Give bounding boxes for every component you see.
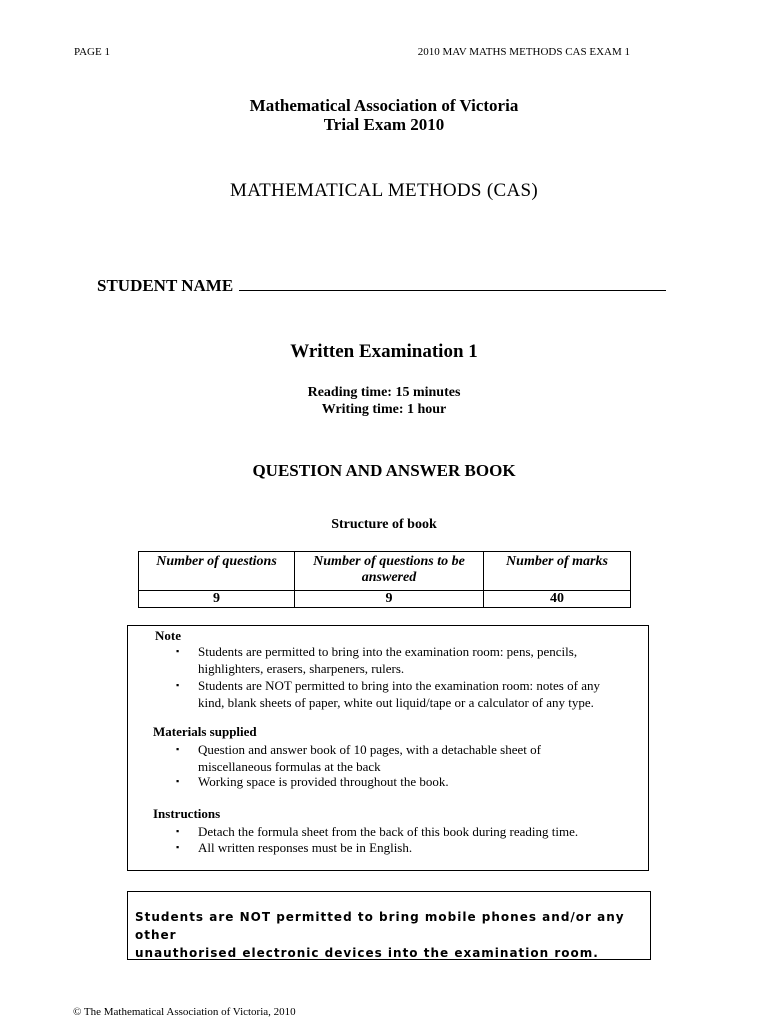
student-name-label: STUDENT NAME (97, 276, 234, 295)
table-cell: 40 (484, 591, 631, 608)
table-cell: 9 (139, 591, 295, 608)
list-item: ▪ All written responses must be in English. (176, 840, 413, 855)
warning-line: Students are NOT permitted to bring mobile phones and/or any other (135, 910, 625, 942)
list-item: ▪ Students are NOT permitted to bring into the examination room: notes of any kind, blank sheets of paper, white out liquid/tape or a calculator of any type. (176, 678, 600, 710)
table-header: Number of questions (139, 552, 295, 591)
book-title: QUESTION AND ANSWER BOOK (252, 461, 516, 480)
subject-title: MATHEMATICAL METHODS (CAS) (230, 180, 538, 201)
student-name-field (97, 274, 666, 296)
list-item: ▪ Working space is provided throughout the book. (176, 774, 449, 789)
bullet-icon: ▪ (176, 842, 180, 852)
writing-time: Writing time: 1 hour (321, 402, 447, 417)
list-item: ▪ Students are permitted to bring into the examination room: pens, pencils, highlighters, erasers, sharpeners, rulers. (176, 644, 578, 676)
table-header-row (139, 552, 631, 591)
table-header: Number of marks (484, 552, 631, 591)
list-item: ▪ Question and answer book of 10 pages, with a detachable sheet of miscellaneous formulas at the back (176, 742, 541, 774)
table-header: Number of questions to be answered (295, 552, 484, 591)
page-number: PAGE 1 (74, 46, 110, 58)
table-cell: 9 (295, 591, 484, 608)
instructions-title: Instructions (153, 806, 221, 821)
bullet-icon: ▪ (176, 744, 180, 754)
student-name-line[interactable] (239, 274, 666, 291)
trial-exam-year: Trial Exam 2010 (323, 115, 445, 134)
bullet-icon: ▪ (176, 776, 180, 786)
list-item: ▪ Detach the formula sheet from the back of this book during reading time. (176, 824, 579, 839)
table-row (139, 591, 631, 608)
copyright-footer: © The Mathematical Association of Victoria, 2010 (73, 1006, 296, 1018)
structure-table (138, 551, 631, 608)
organisation-heading (0, 96, 768, 134)
notes-box (127, 625, 649, 871)
note-title: Note (155, 628, 181, 643)
bullet-icon: ▪ (176, 646, 180, 656)
exam-times (0, 384, 768, 418)
structure-title: Structure of book (331, 517, 437, 532)
materials-title: Materials supplied (153, 724, 257, 739)
reading-time: Reading time: 15 minutes (307, 385, 461, 400)
organisation-name: Mathematical Association of Victoria (249, 96, 519, 115)
bullet-icon: ▪ (176, 680, 180, 690)
warning-line: unauthorised electronic devices into the examination room. (135, 946, 599, 960)
exam-name: Written Examination 1 (290, 341, 478, 362)
bullet-icon: ▪ (176, 826, 180, 836)
mobile-phone-warning (127, 891, 651, 960)
exam-reference: 2010 MAV MATHS METHODS CAS EXAM 1 (417, 46, 630, 58)
